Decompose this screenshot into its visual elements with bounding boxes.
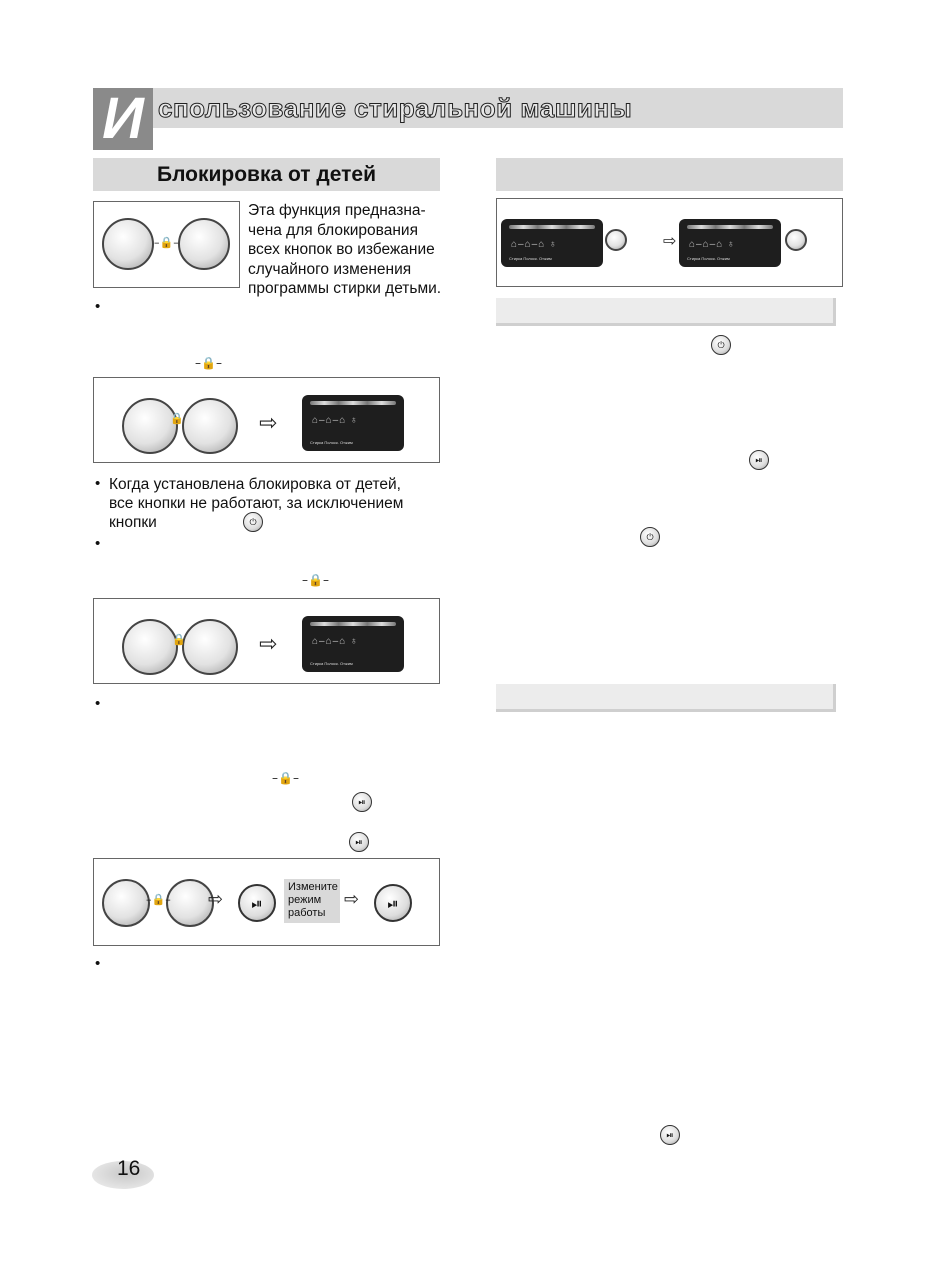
figure-release-child-lock [93, 598, 440, 684]
intro-line: чена для блокирования [248, 221, 418, 239]
arrow-right-icon: ⇨ [208, 889, 224, 909]
text-line: Измените [288, 881, 338, 893]
intro-line: всех кнопок во избежание [248, 241, 435, 258]
panel-label: Отжим [339, 661, 353, 666]
cycle-icons: ⌂–⌂–⌂ ♁ [312, 415, 359, 426]
child-lock-icon: 🔒 [170, 412, 184, 425]
button-graphic [122, 398, 178, 454]
intro-line: Эта функция предназна- [248, 202, 426, 219]
panel-label: Полоск. [324, 661, 339, 666]
panel-label: Полоск. [324, 440, 339, 445]
play-pause-icon: ⏯ [660, 1125, 680, 1145]
figure-set-child-lock [93, 377, 440, 463]
power-icon: ⏻ [711, 335, 731, 355]
panel-label: Стирка [310, 440, 324, 445]
panel-label: Отжим [339, 440, 353, 445]
button-graphic [102, 879, 150, 927]
display-panel [302, 395, 404, 451]
arrow-right-icon: ⇨ [663, 233, 677, 250]
section-title: Блокировка от детей [93, 158, 440, 191]
panel-label: Стирка [687, 256, 701, 261]
temp-button-graphic [102, 218, 154, 270]
child-lock-icon: 🔒 [172, 633, 186, 646]
panel-label: Отжим [538, 256, 552, 261]
button-graphic [122, 619, 178, 675]
play-pause-icon: ⏯ [749, 450, 769, 470]
child-lock-icon: –🔒– [195, 356, 222, 370]
power-icon: ⏻ [640, 527, 660, 547]
rinse-button-graphic [178, 218, 230, 270]
child-lock-icon: –🔒– [146, 893, 171, 906]
intro-text [248, 201, 448, 299]
play-pause-icon: ⏯ [352, 792, 372, 812]
page-title: спользование стиральной машины [158, 93, 633, 123]
cycle-icons: ⌂–⌂–⌂ ♁ [312, 636, 359, 647]
lock-note [109, 475, 439, 532]
text-line: все кнопки не работают, за исключением [109, 495, 404, 512]
panel-label: Стирка [310, 661, 324, 666]
arrow-right-icon: ⇨ [259, 410, 278, 435]
bullet: • [95, 475, 101, 492]
button-graphic [166, 879, 214, 927]
arrow-right-icon: ⇨ [259, 631, 278, 656]
start-pause-button-graphic: ⏯ [238, 884, 276, 922]
figure-change-mode [93, 858, 440, 946]
bullet: • [95, 298, 101, 315]
intro-line: случайного изменения [248, 260, 412, 278]
play-pause-icon: ⏯ [349, 832, 369, 852]
child-lock-icon: –🔒– [154, 236, 179, 249]
cycle-icons: ⌂–⌂–⌂ ♁ [511, 239, 558, 250]
button-graphic [182, 398, 238, 454]
text-line: кнопки [109, 514, 157, 531]
display-panel [501, 219, 603, 267]
intro-line: программы стирки детьми. [248, 280, 442, 297]
display-panel [679, 219, 781, 267]
figure-right-panels [496, 198, 843, 287]
button-graphic [785, 229, 807, 251]
power-icon: ⏻ [243, 512, 263, 532]
arrow-right-icon: ⇨ [344, 889, 360, 909]
subsection-bar [496, 684, 836, 712]
start-pause-button-graphic: ⏯ [374, 884, 412, 922]
button-graphic [182, 619, 238, 675]
text-line: Когда установлена блокировка от детей, [109, 476, 401, 493]
panel-label: Полоск. [701, 256, 716, 261]
bullet: • [95, 535, 101, 552]
cycle-icons: ⌂–⌂–⌂ ♁ [689, 239, 736, 250]
display-panel [302, 616, 404, 672]
panel-label: Полоск. [523, 256, 538, 261]
text-line: режим [288, 894, 322, 906]
page-number: 16 [117, 1157, 141, 1180]
change-mode-label [284, 879, 340, 923]
panel-label: Отжим [716, 256, 730, 261]
bullet: • [95, 695, 101, 712]
button-graphic [605, 229, 627, 251]
figure-child-lock-buttons [93, 201, 240, 288]
header-initial-letter: И [93, 88, 153, 150]
subsection-bar [496, 298, 836, 326]
right-section-header [496, 158, 843, 191]
child-lock-icon: –🔒– [272, 771, 299, 785]
text-line: работы [288, 907, 326, 919]
bullet: • [95, 955, 101, 972]
panel-label: Стирка [509, 256, 523, 261]
child-lock-icon: –🔒– [302, 573, 329, 587]
